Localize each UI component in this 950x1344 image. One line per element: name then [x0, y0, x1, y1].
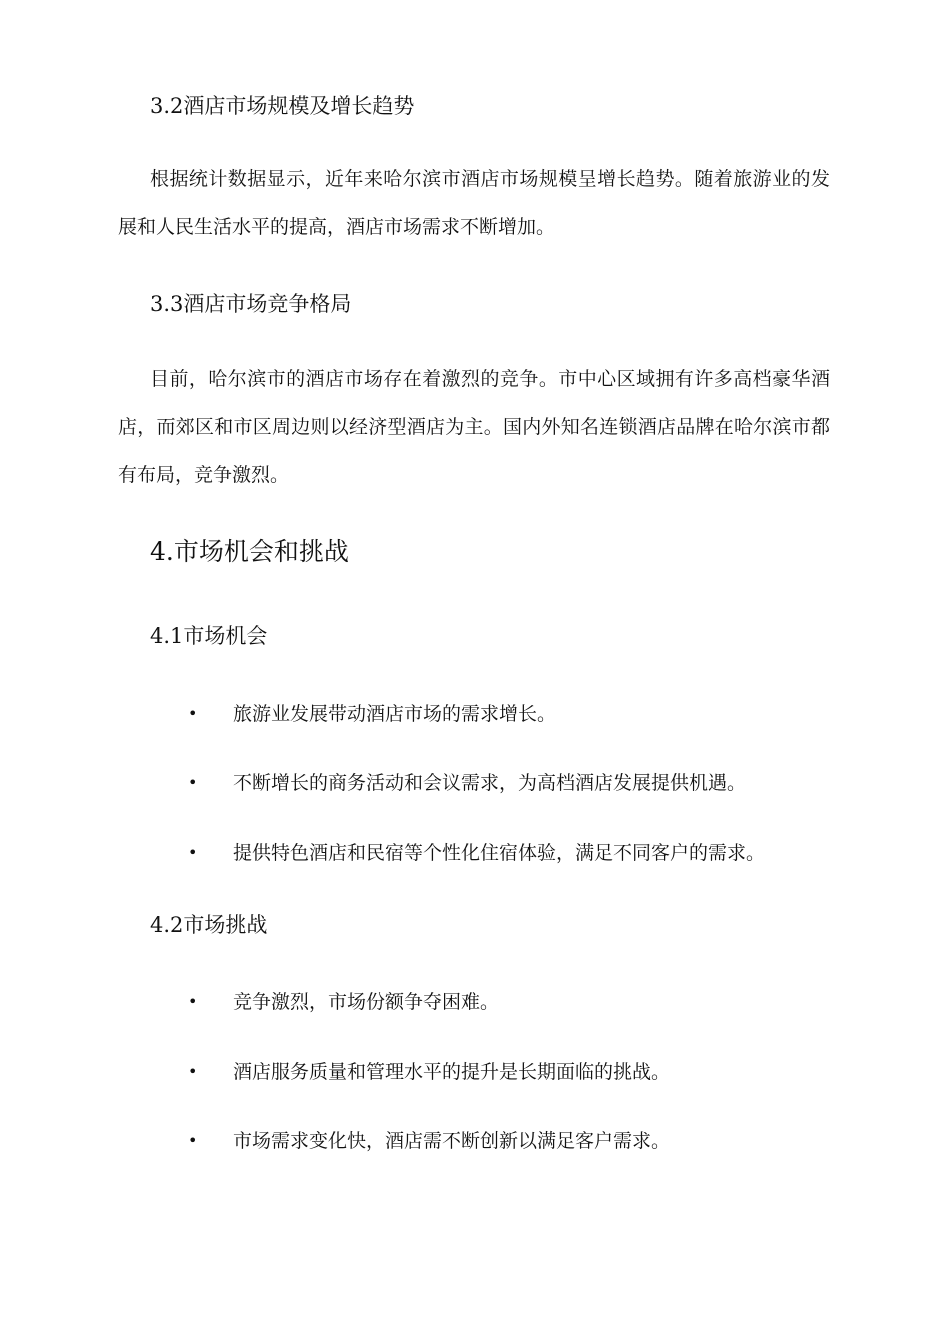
section-heading-4-2: 4.2市场挑战: [150, 913, 268, 937]
list-item: [0, 768, 950, 798]
list-item-text: 提供特色酒店和民宿等个性化住宿体验，满足不同客户的需求。: [233, 842, 766, 864]
section-paragraph-3-3: 目前，哈尔滨市的酒店市场存在着激烈的竞争。市中心区域拥有许多高档豪华酒店，而郊区和市区周边则以经济型酒店为主。国内外知名连锁酒店品牌在哈尔滨市都有布局，竞争激烈。: [118, 368, 830, 486]
list-item-text: 市场需求变化快，酒店需不断创新以满足客户需求。: [233, 1130, 671, 1152]
section-heading-4-1: 4.1市场机会: [150, 624, 268, 648]
section-paragraph-3-2: 根据统计数据显示，近年来哈尔滨市酒店市场规模呈增长趋势。随着旅游业的发展和人民生活水平的提高，酒店市场需求不断增加。: [118, 168, 830, 238]
list-item: [0, 1126, 950, 1156]
list-item: [0, 838, 950, 868]
bullet-icon: •: [188, 773, 198, 792]
list-item: [0, 987, 950, 1017]
bullet-icon: •: [188, 843, 198, 862]
section-heading-3-2: 3.2酒店市场规模及增长趋势: [150, 94, 415, 118]
list-item-text: 竞争激烈，市场份额争夺困难。: [233, 991, 500, 1013]
bullet-icon: •: [188, 704, 198, 723]
bullet-icon: •: [188, 1131, 198, 1150]
bullet-icon: •: [188, 1062, 198, 1081]
list-item: [0, 699, 950, 729]
section-heading-3-3: 3.3酒店市场竞争格局: [150, 292, 352, 316]
section-heading-4: 4.市场机会和挑战: [150, 537, 349, 566]
list-item: [0, 1057, 950, 1087]
list-item-text: 旅游业发展带动酒店市场的需求增长。: [233, 703, 557, 725]
list-item-text: 不断增长的商务活动和会议需求，为高档酒店发展提供机遇。: [233, 772, 747, 794]
bullet-icon: •: [188, 992, 198, 1011]
list-item-text: 酒店服务质量和管理水平的提升是长期面临的挑战。: [233, 1061, 671, 1083]
